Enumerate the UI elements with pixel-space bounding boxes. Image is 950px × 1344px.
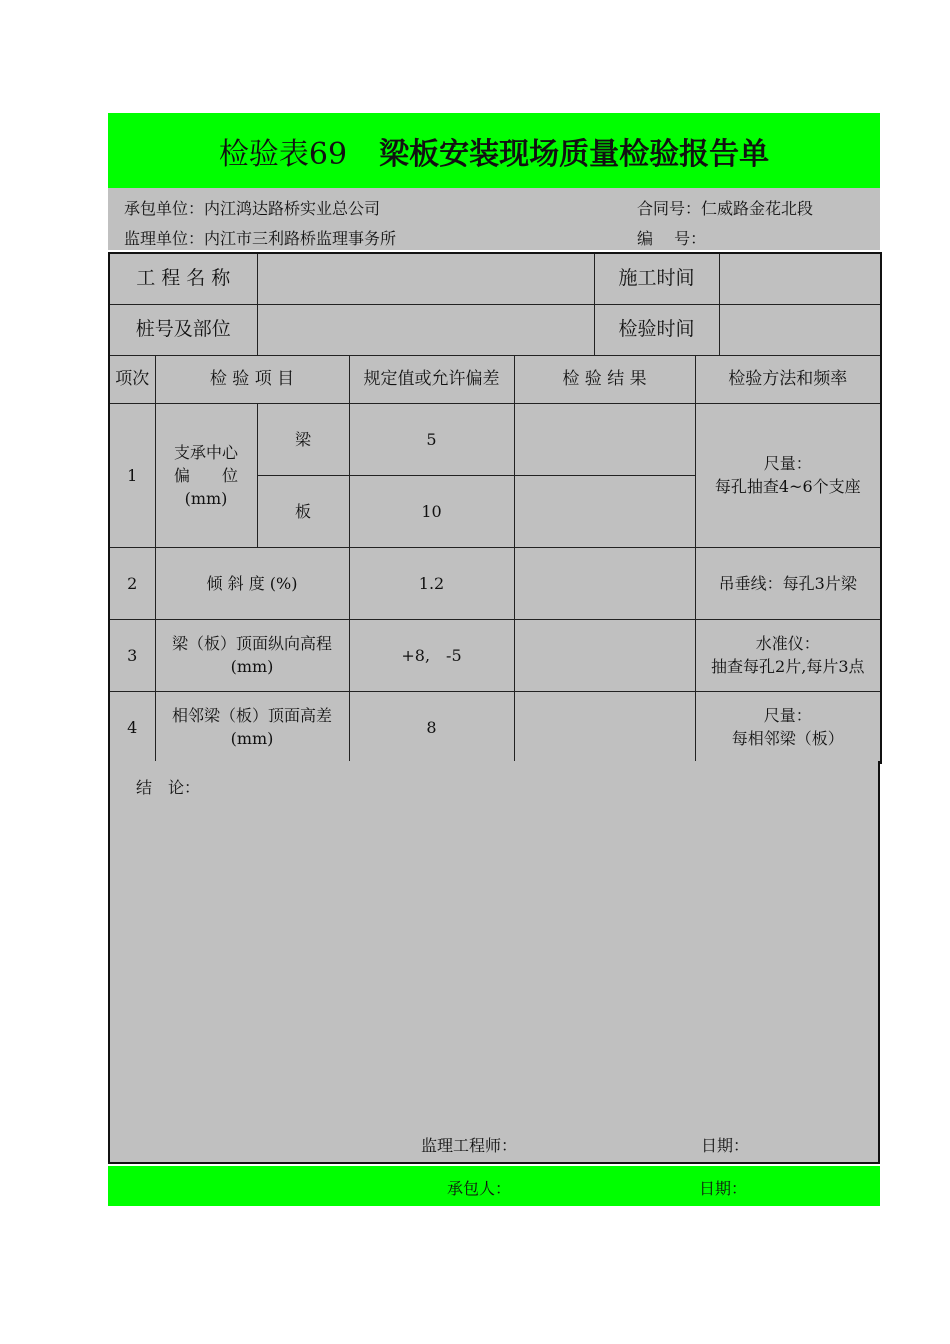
row3-method-line1: 水准仪： xyxy=(755,634,820,653)
form-title: 梁板安装现场质量检验报告单 xyxy=(379,136,770,172)
form-number: 检验表69 xyxy=(218,136,348,172)
row2-result[interactable] xyxy=(514,547,695,619)
engineer-date-label: 日期： xyxy=(701,1136,750,1155)
row2-no: 2 xyxy=(109,547,155,619)
project-name-value[interactable] xyxy=(257,253,594,304)
row2-spec: 1.2 xyxy=(349,547,514,619)
row2-method: 吊垂线：每孔3片梁 xyxy=(695,547,881,619)
row4-method xyxy=(695,691,881,763)
supervisor-unit: 监理单位：内江市三利路桥监理事务所 xyxy=(124,229,397,248)
conclusion-label: 结 论： xyxy=(136,778,201,797)
row4-item-line2: (mm) xyxy=(230,729,274,748)
row4-result[interactable] xyxy=(514,691,695,763)
conclusion-section xyxy=(108,761,880,1164)
row3-no: 3 xyxy=(109,619,155,691)
contractor-unit: 承包单位：内江鸿达路桥实业总公司 xyxy=(124,199,381,218)
row4-spec: 8 xyxy=(349,691,514,763)
col-method: 检验方法和频率 xyxy=(695,355,881,403)
row4-no: 4 xyxy=(109,691,155,763)
inspection-table xyxy=(108,252,882,764)
row3-method xyxy=(695,619,881,691)
row4-item-line1: 相邻梁（板）顶面高差 xyxy=(171,706,332,725)
col-item-no: 项次 xyxy=(109,355,155,403)
col-result: 检 验 结 果 xyxy=(514,355,695,403)
row3-result[interactable] xyxy=(514,619,695,691)
row1-result-beam[interactable] xyxy=(514,403,695,475)
row1-method xyxy=(695,403,881,547)
row1-item-line3: (mm) xyxy=(184,488,228,508)
inspection-time-label: 检验时间 xyxy=(594,304,719,355)
row1-spec-beam: 5 xyxy=(349,403,514,475)
row4-method-line2: 每相邻梁（板） xyxy=(731,729,844,748)
title-bar xyxy=(108,113,880,188)
serial-number: 编 号： xyxy=(637,229,707,248)
row1-sub-beam: 梁 xyxy=(257,403,349,475)
contract-number: 合同号：仁威路金花北段 xyxy=(637,199,814,218)
row1-item xyxy=(155,403,257,547)
row4-item xyxy=(155,691,349,763)
row4-method-line1: 尺量： xyxy=(763,706,812,725)
construction-time-label: 施工时间 xyxy=(594,253,719,304)
row3-item xyxy=(155,619,349,691)
row3-item-line2: (mm) xyxy=(230,657,274,676)
info-section xyxy=(108,188,880,250)
footer-bar xyxy=(108,1166,880,1206)
row1-result-slab[interactable] xyxy=(514,475,695,547)
construction-time-value[interactable] xyxy=(719,253,881,304)
row2-item: 倾 斜 度 (%) xyxy=(155,547,349,619)
contractor-signature-label: 承包人： xyxy=(447,1179,512,1198)
row1-spec-slab: 10 xyxy=(349,475,514,547)
station-value[interactable] xyxy=(257,304,594,355)
row1-method-line2: 每孔抽查4~6个支座 xyxy=(714,477,861,496)
station-label: 桩号及部位 xyxy=(109,304,257,355)
row1-item-line2: 偏 位 xyxy=(173,465,238,485)
engineer-signature-label: 监理工程师： xyxy=(421,1136,518,1155)
row1-item-line1: 支承中心 xyxy=(173,442,238,462)
row3-spec: +8, -5 xyxy=(349,619,514,691)
col-item: 检 验 项 目 xyxy=(155,355,349,403)
project-name-label: 工 程 名 称 xyxy=(109,253,257,304)
row1-method-line1: 尺量： xyxy=(763,454,812,473)
row3-method-line2: 抽查每孔2片,每片3点 xyxy=(711,657,865,676)
inspection-time-value[interactable] xyxy=(719,304,881,355)
row3-item-line1: 梁（板）顶面纵向高程 xyxy=(171,634,332,653)
row1-no: 1 xyxy=(109,403,155,547)
row1-sub-slab: 板 xyxy=(257,475,349,547)
contractor-date-label: 日期： xyxy=(699,1179,748,1198)
col-spec: 规定值或允许偏差 xyxy=(349,355,514,403)
